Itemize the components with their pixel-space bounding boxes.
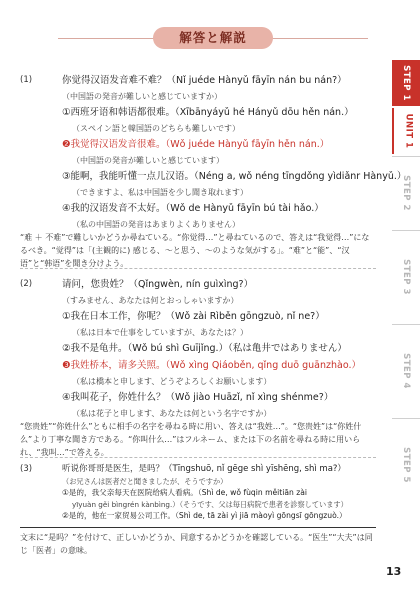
question-number: (3) (20, 464, 33, 474)
divider (20, 268, 376, 269)
answer-translation: （中国語の発音が難しいと感じています） (72, 156, 224, 165)
step-tab-5[interactable]: STEP 5 (401, 447, 411, 483)
explanation-note: 文末に“是吗？”を付けて、正しいかどうか、同意するかどうかを確認している。“医生”“大夫”は同じ「医者」の意味。 (20, 527, 376, 557)
question-2 (20, 276, 380, 421)
answer-option: ④我叫花子，你姓什么？（Wǒ jiào Huāzǐ, nǐ xìng shénme?） (62, 392, 334, 403)
step-sidebar (392, 60, 420, 520)
question-number: (2) (20, 279, 33, 289)
unit-tab-1[interactable]: UNIT 1 (392, 108, 420, 154)
answer-option: ①是的，我父亲每天在医院给病人看病。（Shì de, wǒ fùqin měitiān zài (62, 488, 307, 497)
answer-translation: （私は花子と申します、あなたは何という名字ですか） (72, 409, 272, 418)
question-3 (20, 462, 380, 522)
answer-option: ②我不是龟井。（Wǒ bú shì Guījǐng.）（私は亀井ではありません） (62, 343, 347, 354)
sidebar-divider (392, 418, 420, 419)
sidebar-divider (392, 324, 420, 325)
page-number: 13 (386, 565, 402, 578)
question-text: 你觉得汉语发音难不难？（Nǐ juéde Hànyǔ fāyīn nán bu nán?） (62, 75, 347, 86)
step-tab-2[interactable]: STEP 2 (401, 175, 411, 211)
step-tab-4[interactable]: STEP 4 (401, 353, 411, 389)
answer-translation: （私は橋本と申します、どうぞよろしくお願いします） (72, 377, 272, 386)
section-header (58, 24, 368, 54)
step-tab-1[interactable]: STEP 1 (392, 60, 420, 106)
answer-option: ①我在日本工作，你呢？（Wǒ zài Rìběn gōngzuò, nǐ ne?） (62, 311, 325, 322)
answer-option: ④我的汉语发音不太好。（Wǒ de Hànyǔ fāyīn bú tài hǎo.） (62, 203, 324, 214)
step-tab-3[interactable]: STEP 3 (401, 259, 411, 295)
question-text: 听说你哥哥是医生，是吗？（Tīngshuō, nǐ gēge shì yīshēng, shì ma?） (62, 464, 346, 474)
answer-option: ③能啊，我能听懂一点儿汉语。（Néng a, wǒ néng tīngdǒng yìdiǎnr Hànyǔ.） (62, 171, 407, 182)
answer-option: ②是的，他在一家贸易公司工作。（Shì de, tā zài yì jiā màoyì gōngsī gōngzuò.） (62, 511, 347, 520)
question-translation: （すみません、あなたは何とおっしゃいますか） (62, 296, 239, 305)
answer-translation: （できますよ、私は中国語を少し聞き取れます） (72, 188, 248, 197)
question-translation: （中国語の発音が難しいと感じていますか） (62, 92, 222, 101)
sidebar-divider (392, 230, 420, 231)
question-translation: （お兄さんは医者だと聞きましたが、そうですか） (62, 477, 228, 486)
divider (20, 457, 376, 458)
answer-translation: （スペイン語と韓国語のどちらも難しいです） (72, 124, 240, 133)
answer-translation: yīyuàn gěi bìngrén kànbìng.）（そうです、父は毎日病院で患者を診察しています） (72, 500, 348, 509)
sidebar-divider (392, 156, 420, 157)
answer-translation: （私の中国語の発音はあまりよくありません） (72, 220, 240, 229)
correct-answer: ❷我觉得汉语发音很难。（Wǒ juéde Hànyǔ fāyīn hěn nán.） (62, 139, 330, 150)
explanation-note: “您贵姓”“你姓什么”ともに相手の名字を尋ねる時に用い、答えは“我姓…”。“您贵姓”は“你姓什么”より丁寧な聞き方である。“你叫什么…”はフルネーム、または下の名前を尋ねる時に用いられ、“我叫…”で答える。 (20, 422, 362, 457)
explanation-note: “难 ＋ 不难”で難しいかどうか尋ねている。“你觉得…”と尋ねているので、答えは“我觉得…”になるべき。“觉得”は「(主観的に) 感じる、～と思う、～のような気がする」。“难”と“能”、“汉语”と“韩语”を聞き分けよう。 (20, 233, 370, 268)
answer-translation: （私は日本で仕事をしていますが、あなたは？） (72, 328, 248, 337)
question-number: (1) (20, 75, 33, 85)
question-text: 请问，您贵姓？（Qǐngwèn, nín guìxìng?） (62, 279, 254, 290)
correct-answer: ❸我姓桥本，请多关照。（Wǒ xìng Qiáoběn, qǐng duō guānzhào.） (62, 360, 362, 371)
section-title: 解答と解説 (179, 30, 247, 45)
answer-option: ①西班牙语和韩语都很难。（Xībānyáyǔ hé Hányǔ dōu hěn nán.） (62, 107, 354, 118)
